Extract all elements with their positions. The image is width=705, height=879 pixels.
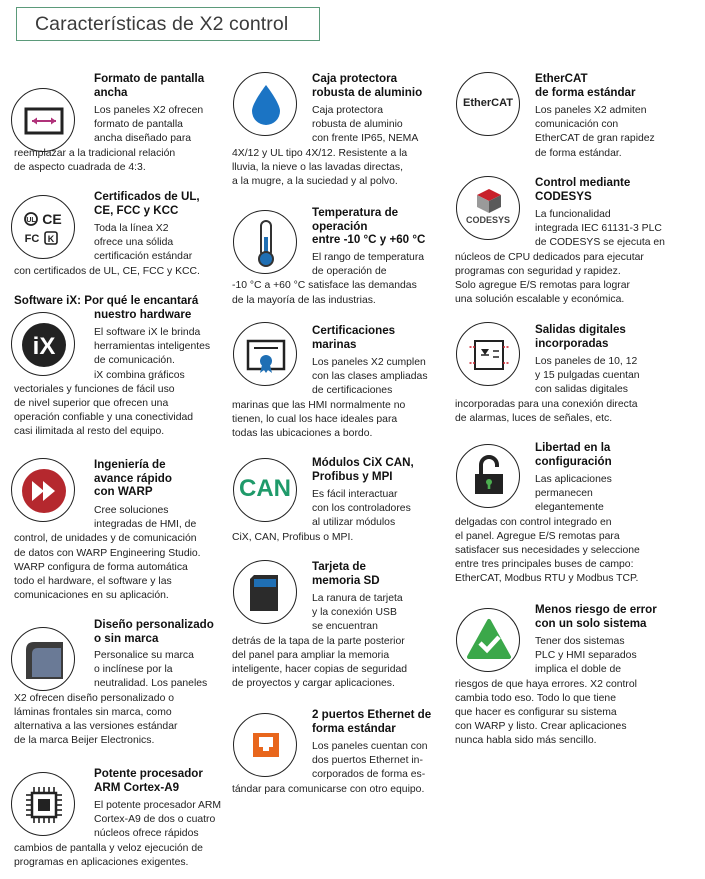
feature-title-line: de forma estándar: [535, 85, 636, 99]
feature-body-line: Solo agregue E/S remotas para lograr: [455, 280, 631, 291]
feature-body-line: de forma estándar.: [535, 147, 622, 159]
feature-body-line: ofrece una sólida: [94, 237, 174, 249]
feature-body-line: satisfacer sus necesidades y seleccione: [455, 545, 640, 556]
feature-body-line: láminas frontales sin marca, como: [14, 706, 172, 718]
feature-body-line: núcleos ofrece rápidos: [94, 828, 199, 840]
sd-card-icon: [233, 560, 297, 624]
feature-body-line: herramientas inteligentes: [94, 341, 211, 353]
feature-body-line: Los paneles de 10, 12: [535, 356, 638, 367]
feature-title-line: con un solo sistema: [535, 616, 647, 630]
feature-title-line: nuestro hardware: [94, 307, 192, 321]
feature-title-line: EtherCAT: [535, 72, 588, 85]
feature-title-line: CODESYS: [535, 189, 592, 203]
feature-title-line: Diseño personalizado: [94, 618, 214, 631]
feature-body-line: -10 °C a +60 °C satisface las demandas: [232, 280, 417, 292]
feature-body-line: permanecen: [535, 488, 593, 500]
feature-title-line: memoria SD: [312, 573, 380, 587]
feature-body-line: y la conexión USB: [312, 607, 397, 619]
feature-body-line: alternativa a las versiones estándar: [14, 721, 178, 732]
ethercat-logo-icon: [456, 72, 520, 136]
feature-body-line: certificación estándar: [94, 251, 193, 263]
feature-body-line: o inclínese por la: [94, 664, 173, 676]
feature-body-line: reemplazar a la tradicional relación: [14, 147, 176, 159]
feature-body-line: de alarmas, luces de señales, etc.: [455, 412, 613, 424]
feature-body-line: de CODESYS se ejecuta en: [535, 237, 665, 249]
ethercat-logo-icon-text: EtherCAT: [463, 97, 513, 109]
feature-body-line: todo el hardware, el software y las: [14, 576, 172, 587]
feature-body-line: EtherCAT, Modbus RTU y Modbus TCP.: [455, 573, 639, 585]
feature-title-line: Módulos CiX CAN,: [312, 456, 414, 469]
feature-title-line: Potente procesador: [94, 767, 203, 780]
feature-body-line: Toda la línea X2: [94, 223, 169, 234]
feature-body-line: nunca habla sido más sencillo.: [455, 735, 597, 747]
ix-logo-icon: [11, 312, 75, 376]
feature-body-line: WARP configura de forma automática: [14, 561, 188, 573]
svg-text:K: K: [47, 234, 55, 244]
feature-body-line: ancha diseñado para: [94, 133, 192, 145]
feature-body-line: entre tres principales buses de campo:: [455, 559, 634, 571]
feature-title-line: forma estándar: [312, 721, 396, 735]
feature-body-line: cambios de pantalla y veloz ejecución de: [14, 842, 203, 854]
feature-title-line: 2 puertos Ethernet de: [312, 708, 432, 721]
feature-title-line: con WARP: [94, 485, 153, 499]
feature-body-line: Los paneles X2 cumplen: [312, 357, 426, 368]
feature-body-line: EtherCAT de gran rapidez: [535, 133, 655, 145]
feature-body-line: casi ilimitada al resto del equipo.: [14, 426, 165, 438]
feature-body-line: control, de unidades y de comunicación: [14, 533, 197, 545]
feature-title-line: Software iX: Por qué le encantará: [14, 294, 199, 307]
svg-text:iX: iX: [32, 333, 56, 360]
feature-body-line: todas las ubicaciones a bordo.: [232, 428, 373, 439]
feature-title-line: Salidas digitales: [535, 323, 626, 336]
feature-body-line: riesgos de que haya errores. X2 control: [455, 678, 637, 690]
svg-text:FC: FC: [24, 233, 40, 245]
feature-title-line: incorporadas: [535, 336, 609, 350]
feature-title-line: Profibus y MPI: [312, 469, 393, 483]
feature-body-line: integradas de HMI, de: [94, 519, 197, 531]
feature-body-line: El software iX le brinda: [94, 327, 201, 338]
feature-body-line: La ranura de tarjeta: [312, 593, 403, 604]
feature-body-line: Cree soluciones: [94, 505, 169, 516]
checkmark-triangle-icon: [456, 608, 520, 672]
feature-body-line: de certificaciones: [312, 385, 393, 397]
feature-body-line: tándar para comunicarse con otro equipo.: [232, 783, 425, 795]
processor-chip-icon: [11, 772, 75, 836]
feature-body-line: robusta de aluminio: [312, 119, 403, 131]
feature-body-line: Los paneles X2 admiten: [535, 105, 647, 116]
fast-forward-icon: [11, 458, 75, 522]
feature-body-line: de datos con WARP Engineering Studio.: [14, 547, 201, 559]
feature-body-line: corporados de forma es-: [312, 769, 426, 781]
feature-body-line: inteligente, hacer copias de seguridad: [232, 664, 408, 675]
feature-body-line: de nivel superior que ofrecen una: [14, 398, 169, 409]
feature-title-line: Formato de pantalla: [94, 72, 205, 85]
feature-body-line: con WARP y listo. Crear aplicaciones: [455, 721, 627, 733]
feature-body-line: con los controladores: [312, 503, 411, 515]
feature-body-line: Personalice su marca: [94, 650, 194, 661]
feature-title-line: marinas: [312, 337, 357, 351]
feature-body-line: con certificados de UL, CE, FCC y KCC.: [14, 265, 200, 277]
feature-body-line: de proyectos y cargar aplicaciones.: [232, 678, 395, 690]
feature-body-line: Las aplicaciones: [535, 474, 612, 485]
feature-title-line: ancha: [94, 85, 128, 99]
water-drop-icon: [233, 72, 297, 136]
feature-body-line: integrada IEC 61131-3 PLC: [535, 223, 662, 235]
feature-body-line: detrás de la tapa de la parte posterior: [232, 635, 405, 647]
feature-body-line: lluvia, la nieve o las lavadas directas,: [232, 161, 403, 173]
digital-output-icon: [456, 322, 520, 386]
feature-body-line: a la mugre, a la suciedad y al polvo.: [232, 176, 398, 187]
feature-body-line: Los paneles cuentan con: [312, 741, 428, 752]
certification-marks-icon: [11, 195, 75, 259]
feature-body-line: incorporadas para una conexión directa: [455, 398, 638, 410]
custom-panel-icon: [11, 627, 75, 691]
feature-title-line: ARM Cortex-A9: [94, 780, 180, 794]
feature-title-line: Ingeniería de: [94, 458, 166, 471]
feature-body-line: de la marca Beijer Electronics.: [14, 735, 155, 747]
feature-body-line: comunicación con: [535, 119, 619, 131]
feature-title-line: Certificaciones: [312, 324, 396, 337]
svg-text:UL: UL: [26, 217, 36, 224]
feature-body-line: vectoriales y funciones de fácil uso: [14, 383, 175, 395]
feature-body-line: tienen, lo cual los hace ideales para: [232, 413, 398, 425]
feature-title-line: o sin marca: [94, 631, 159, 645]
feature-body-line: de aspecto cuadrada de 4:3.: [14, 161, 146, 173]
feature-body-line: 4X/12 y UL tipo 4X/12. Resistente a la: [232, 147, 408, 159]
codesys-logo-icon: [456, 176, 520, 240]
feature-title-line: avance rápido: [94, 471, 172, 485]
can-icon: [233, 458, 297, 522]
codesys-logo-icon-text: CODESYS: [465, 215, 510, 225]
feature-body-line: al utilizar módulos: [312, 517, 396, 529]
feature-body-line: El potente procesador ARM: [94, 800, 222, 811]
feature-body-line: dos puertos Ethernet in-: [312, 755, 423, 767]
feature-body-line: de operación de: [312, 266, 387, 278]
feature-body-line: PLC y HMI separados: [535, 650, 637, 662]
feature-body-line: marinas que las HMI normalmente no: [232, 399, 406, 411]
page-title: Características de X2 control: [35, 13, 289, 35]
feature-body-line: programas en aplicaciones exigentes.: [14, 856, 189, 868]
feature-body-line: neutralidad. Los paneles: [94, 678, 208, 690]
feature-body-line: que hacer es configurar su sistema: [455, 707, 617, 718]
feature-body-line: Es fácil interactuar: [312, 489, 398, 500]
feature-body-line: con las clases ampliadas: [312, 371, 428, 383]
feature-body-line: con salidas digitales: [535, 384, 628, 396]
feature-title-line: Caja protectora: [312, 72, 398, 85]
feature-body-line: delgadas con control integrado en: [455, 516, 612, 528]
feature-body-line: con frente IP65, NEMA: [312, 133, 419, 145]
feature-title-line: Certificados de UL,: [94, 190, 200, 203]
feature-body-line: programas con seguridad y rapidez.: [455, 265, 621, 277]
feature-body-line: se encuentran: [312, 621, 378, 633]
marine-certificate-icon: [233, 322, 297, 386]
feature-body-line: El rango de temperatura: [312, 252, 425, 263]
feature-title-line: Control mediante: [535, 176, 631, 189]
feature-title-line: Temperatura de: [312, 206, 399, 219]
feature-body-line: Tener dos sistemas: [535, 636, 625, 647]
feature-body-line: La funcionalidad: [535, 209, 611, 220]
feature-body-line: Cortex-A9 de dos o cuatro: [94, 814, 216, 826]
thermometer-icon: [233, 210, 297, 274]
widescreen-icon: [11, 88, 75, 152]
feature-body-line: X2 ofrecen diseño personalizado o: [14, 692, 175, 704]
feature-body-line: Caja protectora: [312, 105, 384, 116]
feature-body-line: implica el doble de: [535, 664, 622, 676]
can-icon-text: CAN: [239, 475, 291, 502]
feature-body-line: CiX, CAN, Profibus o MPI.: [232, 531, 354, 543]
feature-title-line: configuración: [535, 454, 612, 468]
feature-body-line: de la mayoría de las industrias.: [232, 294, 376, 306]
open-padlock-icon: [456, 444, 520, 508]
feature-title-line: Libertad en la: [535, 441, 611, 454]
feature-title-line: CE, FCC y KCC: [94, 203, 179, 217]
feature-title-line: Tarjeta de: [312, 560, 366, 573]
feature-body-line: núcleos de CPU dedicados para ejecutar: [455, 251, 644, 263]
feature-title-line: Menos riesgo de error: [535, 603, 657, 616]
feature-body-line: de comunicación.: [94, 355, 175, 367]
feature-body-line: una solución escalable y económica.: [455, 294, 625, 306]
feature-body-line: el panel. Agregue E/S remotas para: [455, 530, 620, 542]
feature-body-line: comunicaciones en su aplicación.: [14, 590, 169, 602]
feature-title-line: entre -10 °C y +60 °C: [312, 233, 426, 247]
feature-title-line: operación: [312, 219, 368, 233]
feature-body-line: del panel para ampliar la memoria: [232, 649, 390, 661]
page-title-box: [16, 7, 320, 41]
feature-body-line: formato de pantalla: [94, 119, 183, 131]
feature-body-line: iX combina gráficos: [94, 369, 185, 381]
feature-body-line: elegantemente: [535, 502, 604, 514]
feature-body-line: Los paneles X2 ofrecen: [94, 105, 204, 116]
svg-text:CE: CE: [42, 211, 62, 227]
feature-body-line: cambia todo eso. Todo lo que tiene: [455, 692, 616, 704]
feature-body-line: operación confiable y una conectividad: [14, 412, 194, 424]
feature-title-line: robusta de aluminio: [312, 85, 423, 99]
feature-body-line: y 15 pulgadas cuentan: [535, 370, 640, 382]
ethernet-port-icon: [233, 713, 297, 777]
